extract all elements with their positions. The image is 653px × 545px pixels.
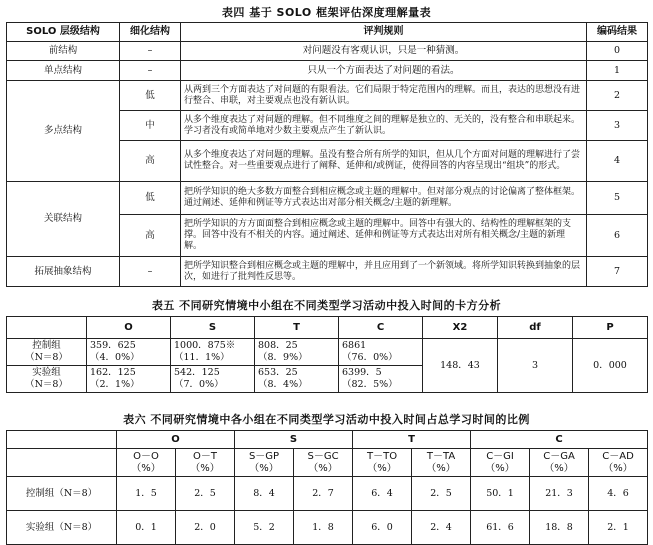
value-cell: 2．0 — [176, 511, 235, 545]
header-s: S — [171, 317, 255, 339]
value-cell: 61．6 — [471, 511, 530, 545]
value-cell: 2．4 — [412, 511, 471, 545]
header-o: O — [87, 317, 171, 339]
rule-cell: 只从一个方面表达了对问题的看法。 — [181, 61, 587, 81]
value-cell: 21．3 — [530, 477, 589, 511]
level-cell: 多点结构 — [7, 81, 120, 182]
subheader-s-gc: S－GC （%） — [294, 449, 353, 477]
code-cell: 7 — [587, 257, 648, 287]
group-header-o: O — [117, 431, 235, 449]
group-label: 实验组 （N＝8） — [7, 366, 87, 393]
table-row — [7, 257, 648, 287]
subheader-c-ad: C－AD （%） — [589, 449, 648, 477]
value-cell-c: 6861 （76．0%） — [339, 339, 423, 366]
code-cell: 5 — [587, 182, 648, 215]
group-label: 控制组 （N＝8） — [7, 339, 87, 366]
code-cell: 1 — [587, 61, 648, 81]
table-row — [7, 182, 648, 215]
value-cell: 4．6 — [589, 477, 648, 511]
rule-cell: 从多个维度表达了对问题的理解。虽没有整合所有所学的知识，但从几个方面对问题的理解进行了尝试性整合。对一些重要观点进行了阐释、延伸和/或例证，使得回答的内容呈现出“组块”的形式。 — [181, 141, 587, 182]
value-cell-s: 1000．875※ （11．1%） — [171, 339, 255, 366]
value-cell-o: 359．625 （4．0%） — [87, 339, 171, 366]
value-cell: 18．8 — [530, 511, 589, 545]
value-cell: 5．2 — [235, 511, 294, 545]
level-cell: 拓展抽象结构 — [7, 257, 120, 287]
level-cell: 关联结构 — [7, 182, 120, 257]
subheader-o-t: O－T （%） — [176, 449, 235, 477]
group-label: 控制组（N＝8） — [7, 477, 117, 511]
value-cell: 2．7 — [294, 477, 353, 511]
x2-value: 148．43 — [423, 339, 498, 393]
subheader-c-gi: C－GI （%） — [471, 449, 530, 477]
sub-cell: – — [120, 257, 181, 287]
sub-cell: 低 — [120, 182, 181, 215]
value-cell: 1．8 — [294, 511, 353, 545]
code-cell: 6 — [587, 215, 648, 257]
level-cell: 前结构 — [7, 42, 120, 61]
code-cell: 3 — [587, 111, 648, 141]
sub-cell: 低 — [120, 81, 181, 111]
sub-cell: 高 — [120, 141, 181, 182]
group-header-s: S — [235, 431, 353, 449]
proportion-table — [6, 430, 648, 545]
level-cell: 单点结构 — [7, 61, 120, 81]
header-x2: X2 — [423, 317, 498, 339]
value-cell-t: 808．25 （8．9%） — [255, 339, 339, 366]
code-cell: 2 — [587, 81, 648, 111]
subheader-t-to: T－TO （%） — [353, 449, 412, 477]
group-label: 实验组（N＝8） — [7, 511, 117, 545]
header-c: C — [339, 317, 423, 339]
group-header-t: T — [353, 431, 471, 449]
df-value: 3 — [498, 339, 573, 393]
rule-cell: 对问题没有客观认识，只是一种猜测。 — [181, 42, 587, 61]
rule-cell: 从两到三个方面表达了对问题的有限看法。它们局限于特定范围内的理解。而且，表达的思想没有进行整合、串联，对主要观点也没有新认识。 — [181, 81, 587, 111]
header-p: P — [573, 317, 648, 339]
sub-cell: – — [120, 61, 181, 81]
header-rule: 评判规则 — [181, 23, 587, 42]
value-cell: 6．4 — [353, 477, 412, 511]
value-cell: 50．1 — [471, 477, 530, 511]
header-solo-level: SOLO 层级结构 — [7, 23, 120, 42]
header-df: df — [498, 317, 573, 339]
rule-cell: 把所学知识的方方面面整合到相应概念或主题的理解中。回答中有强大的、结构性的理解框架的支撑。回答中没有不相关的内容。通过阐述、延伸和例证等方式表达出对所有相关概念/主题的新理解。 — [181, 215, 587, 257]
subheader-c-ga: C－GA （%） — [530, 449, 589, 477]
value-cell: 2．5 — [176, 477, 235, 511]
group-header-c: C — [471, 431, 648, 449]
sub-cell: 中 — [120, 111, 181, 141]
subheader-o-o: O－O （%） — [117, 449, 176, 477]
table-row — [7, 42, 648, 61]
subheader-t-ta: T－TA （%） — [412, 449, 471, 477]
p-value: 0．000 — [573, 339, 648, 393]
value-cell-t: 653．25 （8．4%） — [255, 366, 339, 393]
value-cell: 6．0 — [353, 511, 412, 545]
value-cell-o: 162．125 （2．1%） — [87, 366, 171, 393]
value-cell: 2．1 — [589, 511, 648, 545]
header-empty — [7, 431, 117, 449]
value-cell-c: 6399．5 （82．5%） — [339, 366, 423, 393]
table5-caption: 表五 不同研究情境中小组在不同类型学习活动中投入时间的卡方分析 — [151, 299, 502, 312]
table6-caption: 表六 不同研究情境中各小组在不同类型学习活动中投入时间占总学习时间的比例 — [123, 413, 530, 426]
header-t: T — [255, 317, 339, 339]
value-cell: 8．4 — [235, 477, 294, 511]
value-cell: 1．5 — [117, 477, 176, 511]
code-cell: 0 — [587, 42, 648, 61]
rule-cell: 从多个维度表达了对问题的理解。但不同维度之间的理解是独立的、无关的，没有整合和串联起来。学习者没有或简单地对少数主要观点产生了新认识。 — [181, 111, 587, 141]
header-empty — [7, 317, 87, 339]
rule-cell: 把所学知识整合到相应概念或主题的理解中，并且应用到了一个新领域。将所学知识转换到抽象的层次，如进行了批判性反思等。 — [181, 257, 587, 287]
value-cell-s: 542．125 （7．0%） — [171, 366, 255, 393]
sub-cell: 高 — [120, 215, 181, 257]
table-row — [7, 61, 648, 81]
header-empty — [7, 449, 117, 477]
table-row — [7, 477, 648, 511]
chi-square-table — [6, 316, 648, 393]
value-cell: 0．1 — [117, 511, 176, 545]
subheader-s-gp: S－GP （%） — [235, 449, 294, 477]
value-cell: 2．5 — [412, 477, 471, 511]
header-code: 编码结果 — [587, 23, 648, 42]
table-row — [7, 81, 648, 111]
rule-cell: 把所学知识的绝大多数方面整合到相应概念或主题的理解中。但对部分观点的讨论偏离了整体框架。通过阐述、延伸和例证等方式表达出对部分相关概念/主题的新理解。 — [181, 182, 587, 215]
sub-cell: – — [120, 42, 181, 61]
table4-caption: 表四 基于 SOLO 框架评估深度理解量表 — [221, 6, 432, 19]
table-row — [7, 511, 648, 545]
solo-rubric-table — [6, 22, 648, 287]
code-cell: 4 — [587, 141, 648, 182]
table-row — [7, 339, 648, 366]
header-sub-structure: 细化结构 — [120, 23, 181, 42]
